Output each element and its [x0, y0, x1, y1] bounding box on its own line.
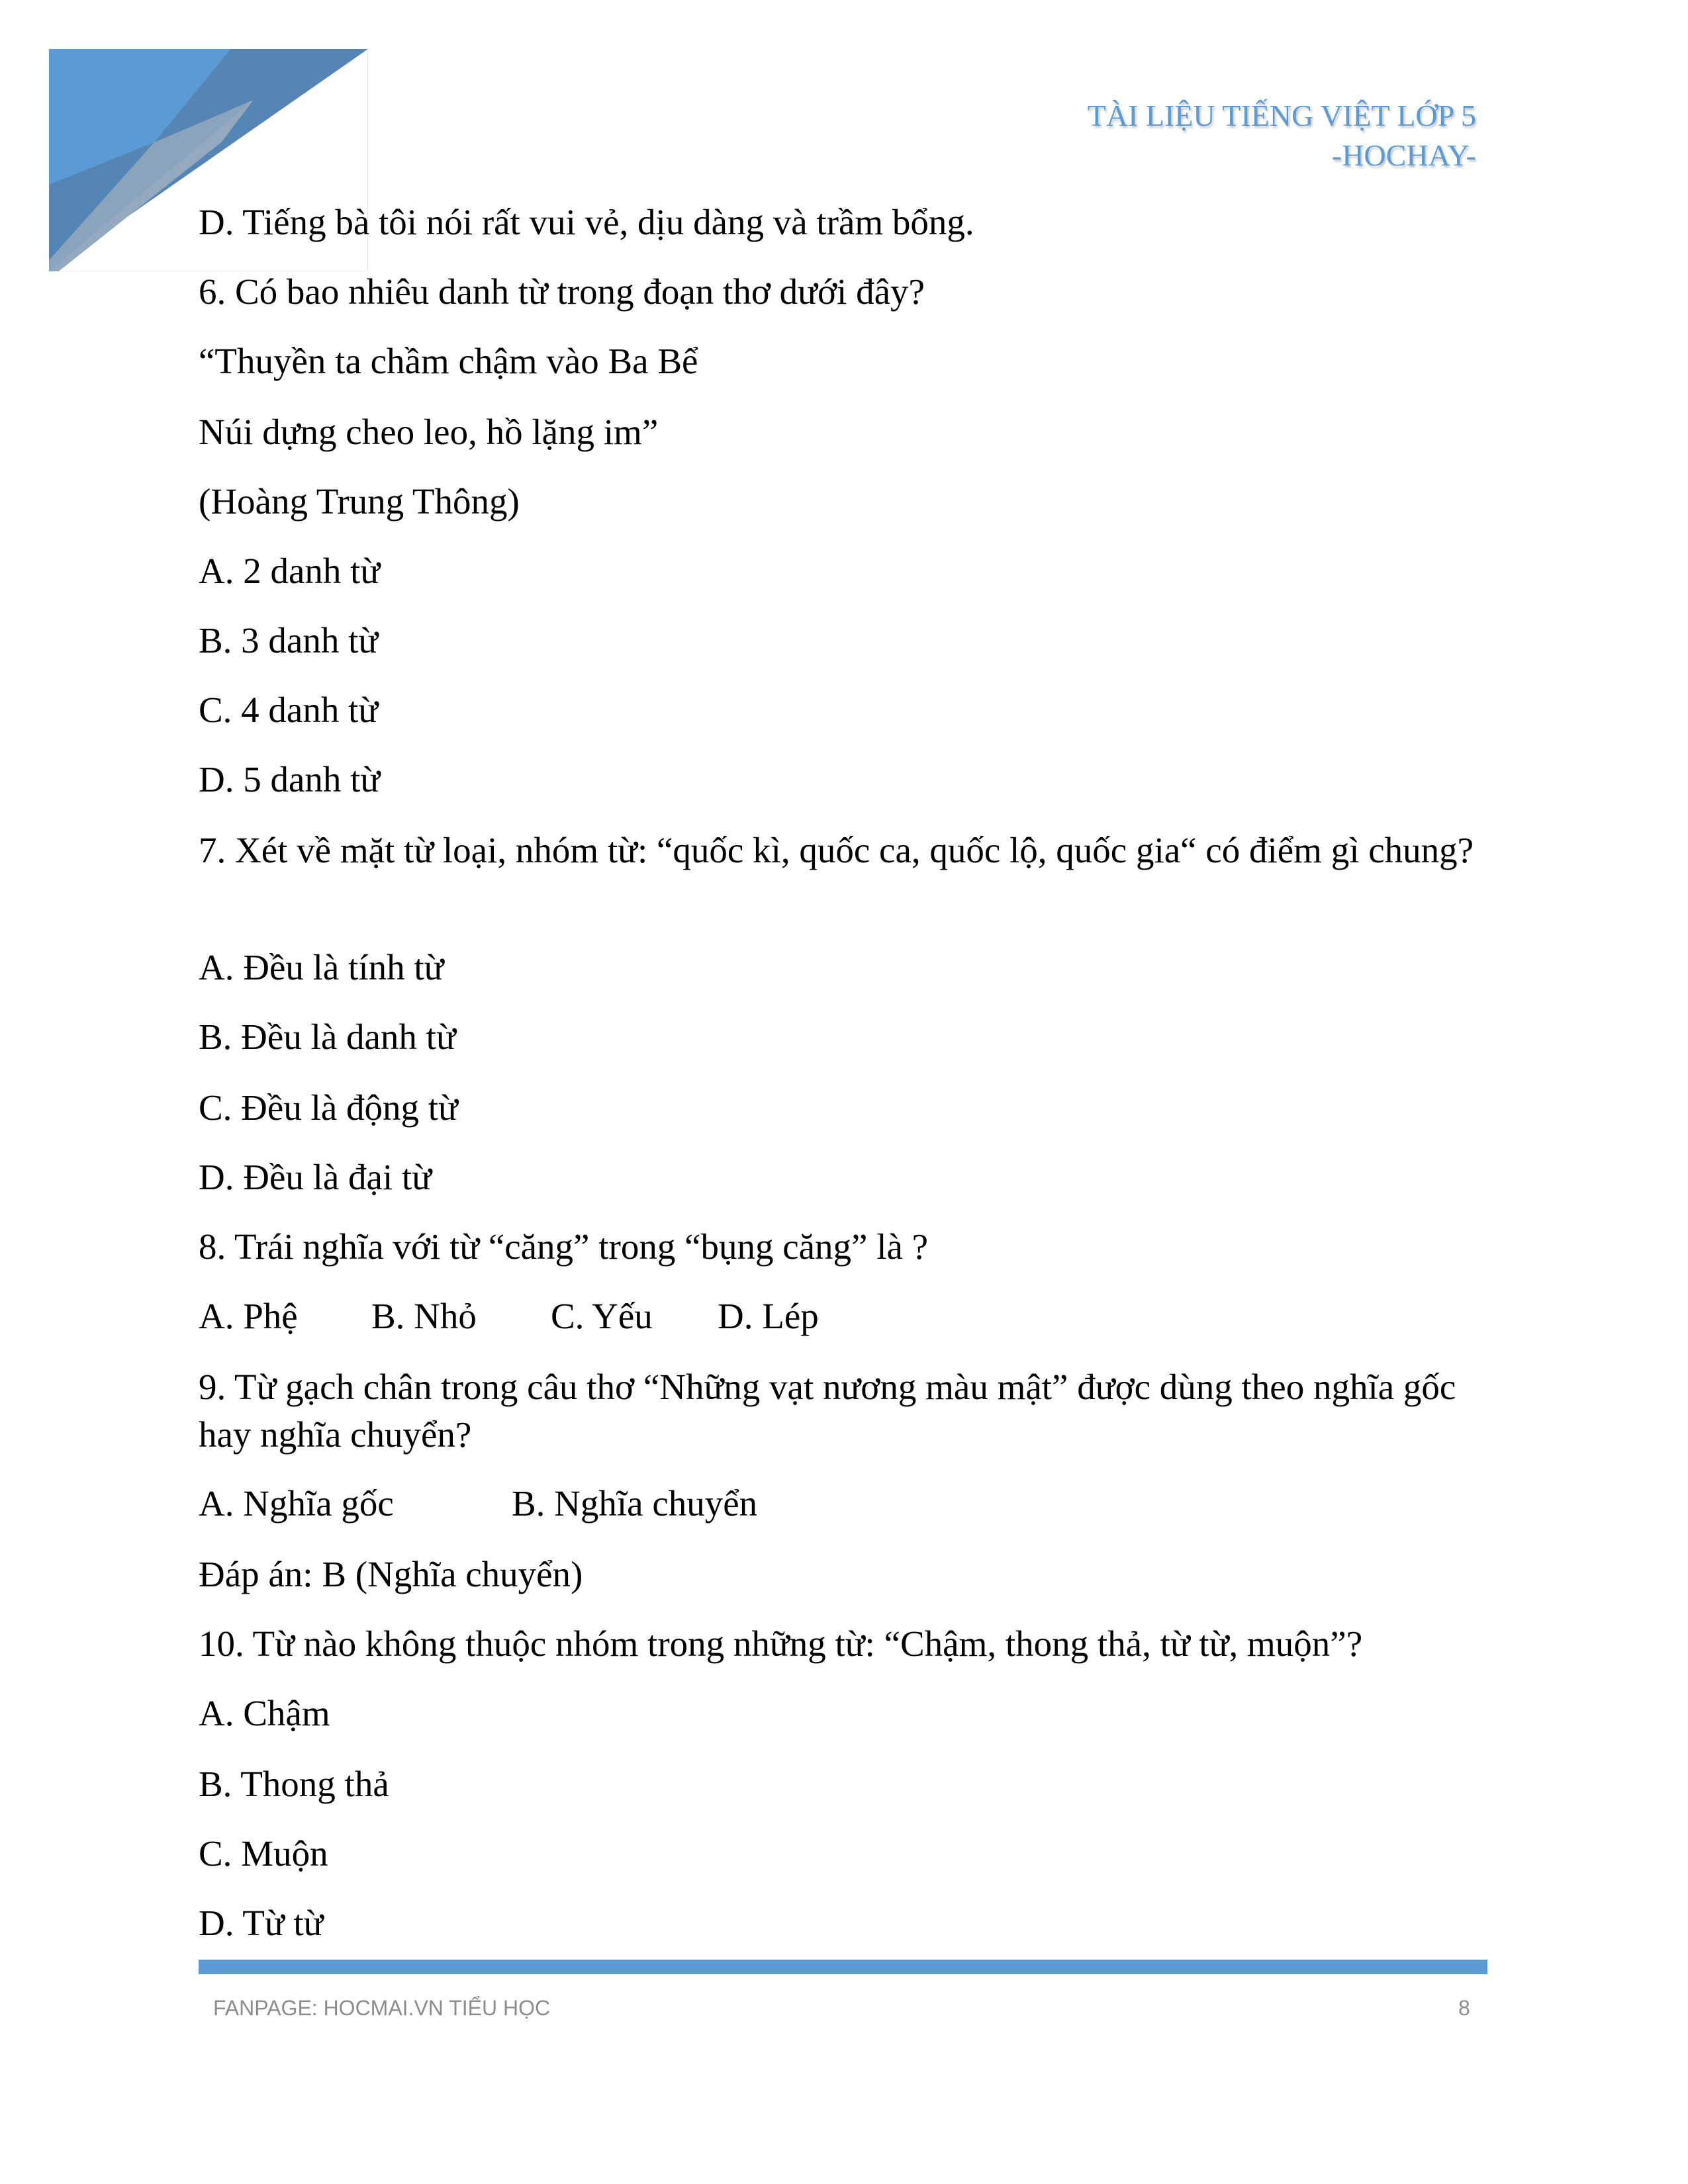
q6-option-a: A. 2 danh từ [199, 551, 381, 591]
poem-author: (Hoàng Trung Thông) [199, 481, 520, 522]
question-9: 9. Từ gạch chân trong câu thơ “Những vạt nương màu mật” được dùng theo nghĩa gốc hay nghĩa chuyển? [199, 1367, 1456, 1455]
q8-option-a: A. Phệ [199, 1296, 298, 1336]
footer-text: FANPAGE: HOCMAI.VN TIỂU HỌC [213, 1996, 551, 2020]
question-7: 7. Xét về mặt từ loại, nhóm từ: “quốc kì, quốc ca, quốc lộ, quốc gia“ có điểm gì chung? [199, 830, 1474, 870]
header-title: TÀI LIỆU TIẾNG VIỆT LỚP 5 [1087, 99, 1476, 132]
q8-option-d: D. Lép [718, 1296, 819, 1336]
q7-option-a: A. Đều là tính từ [199, 947, 444, 987]
q8-option-c: C. Yếu [551, 1296, 653, 1336]
page-number: 8 [1458, 1996, 1470, 2020]
q7-option-d: D. Đều là đại từ [199, 1157, 432, 1197]
question-10: 10. Từ nào không thuộc nhóm trong những từ: “Chậm, thong thả, từ từ, muộn”? [199, 1623, 1363, 1664]
q8-option-b: B. Nhỏ [371, 1296, 477, 1336]
q10-option-c: C. Muộn [199, 1833, 328, 1874]
q6-option-c: C. 4 danh từ [199, 690, 379, 730]
footer-divider [199, 1960, 1487, 1974]
option-d-q5: D. Tiếng bà tôi nói rất vui vẻ, dịu dàng và trầm bổng. [199, 202, 974, 242]
q9-option-a: A. Nghĩa gốc [199, 1483, 394, 1524]
question-6: 6. Có bao nhiêu danh từ trong đoạn thơ dưới đây? [199, 271, 925, 312]
poem-line-1: “Thuyền ta chầm chậm vào Ba Bể [199, 341, 698, 381]
question-8: 8. Trái nghĩa với từ “căng” trong “bụng căng” là ? [199, 1226, 929, 1267]
q6-option-d: D. 5 danh từ [199, 759, 381, 799]
poem-line-2: Núi dựng cheo leo, hồ lặng im” [199, 412, 659, 452]
q10-option-d: D. Từ từ [199, 1903, 324, 1943]
q6-option-b: B. 3 danh từ [199, 620, 379, 660]
header-subtitle: -HOCHAY- [1331, 138, 1476, 172]
q7-option-b: B. Đều là danh từ [199, 1017, 456, 1057]
q9-answer: Đáp án: B (Nghĩa chuyển) [199, 1554, 583, 1594]
q10-option-b: B. Thong thả [199, 1764, 389, 1804]
q9-option-b: B. Nghĩa chuyển [512, 1483, 758, 1524]
q7-option-c: C. Đều là động từ [199, 1087, 458, 1128]
q10-option-a: A. Chậm [199, 1693, 330, 1733]
